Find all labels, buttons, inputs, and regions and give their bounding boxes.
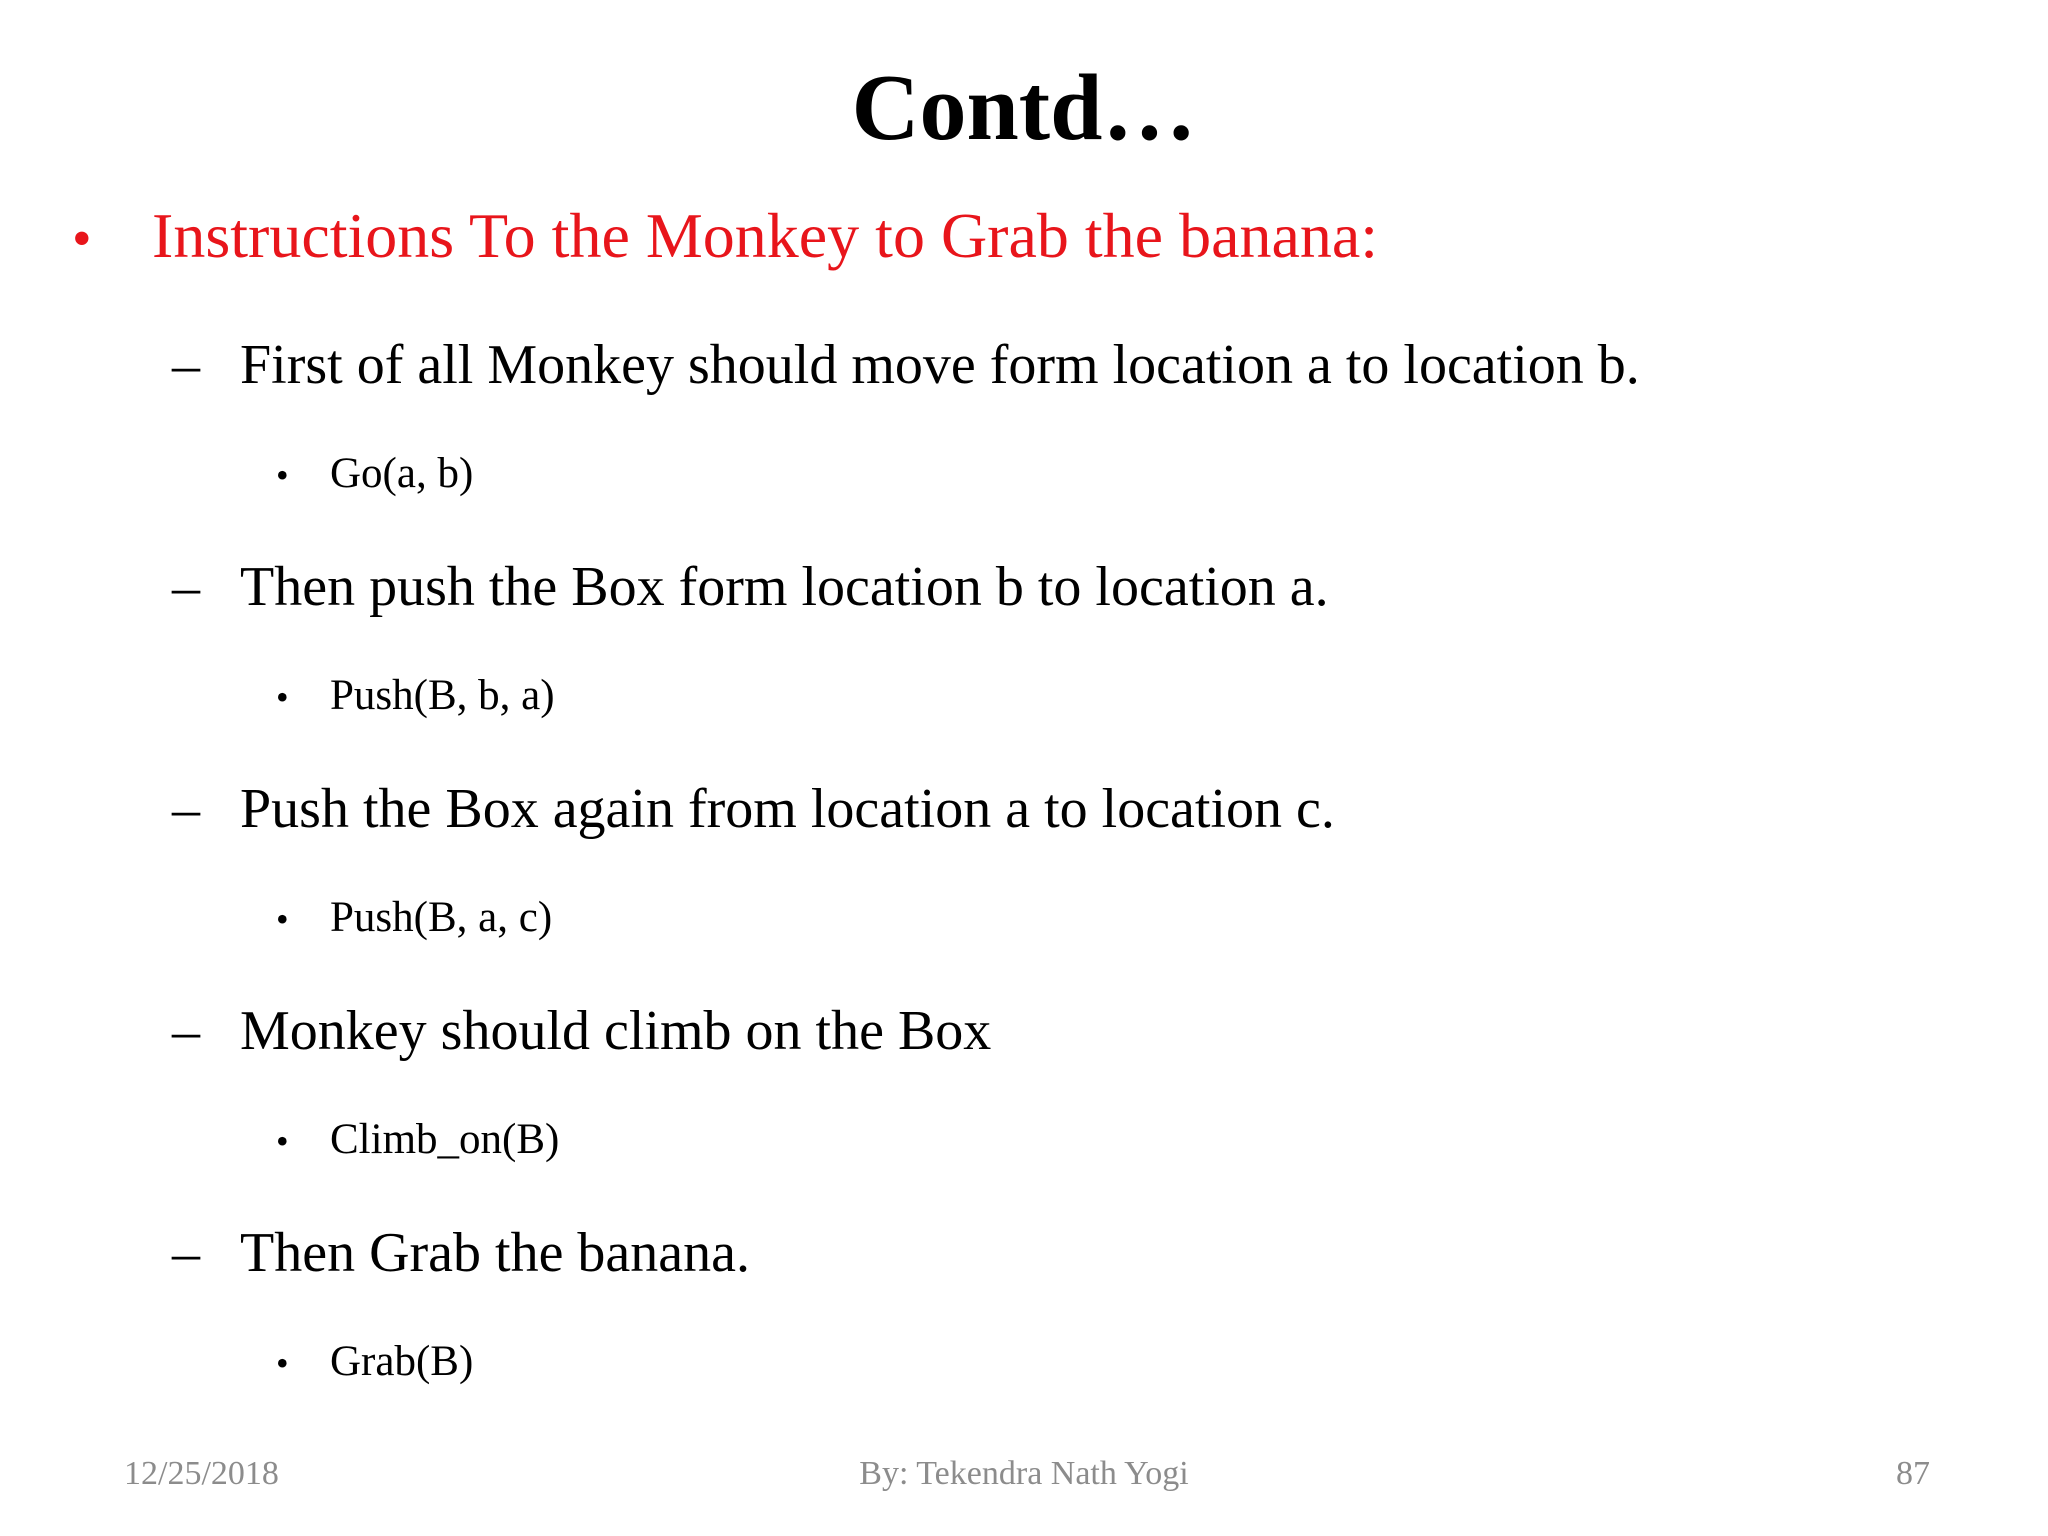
step-instruction: [172, 774, 1335, 844]
main-bullet: [72, 196, 1378, 279]
dash-marker: –: [172, 556, 200, 618]
step-instruction-text: Push the Box again from location a to location c.: [240, 778, 1335, 840]
dot-marker: •: [276, 1343, 289, 1383]
step-instruction: [172, 996, 991, 1066]
step-action-text: Climb_on(B): [330, 1116, 560, 1163]
footer-author: By: Tekendra Nath Yogi: [859, 1455, 1189, 1492]
bullet-marker: •: [72, 208, 92, 270]
step-action: [276, 890, 552, 947]
footer-page-number: 87: [1896, 1455, 1930, 1492]
step-instruction-text: Then push the Box form location b to location a.: [240, 556, 1329, 618]
dash-marker: –: [172, 778, 200, 840]
dot-marker: •: [276, 677, 289, 717]
step-action-text: Grab(B): [330, 1338, 474, 1385]
dash-marker: –: [172, 1000, 200, 1062]
dash-marker: –: [172, 1222, 200, 1284]
dot-marker: •: [276, 1121, 289, 1161]
step-action-text: Go(a, b): [330, 450, 474, 497]
footer-date: 12/25/2018: [124, 1455, 279, 1492]
step-instruction: [172, 552, 1329, 622]
step-action: [276, 1334, 473, 1391]
dot-marker: •: [276, 455, 289, 495]
step-instruction-text: Monkey should climb on the Box: [240, 1000, 992, 1062]
step-action-text: Push(B, a, c): [330, 894, 553, 941]
step-instruction: [172, 1218, 750, 1288]
step-action: [276, 1112, 559, 1169]
step-instruction: [172, 330, 1640, 400]
main-bullet-text: Instructions To the Monkey to Grab the banana:: [152, 200, 1379, 271]
step-instruction-text: Then Grab the banana.: [240, 1222, 750, 1284]
dash-marker: –: [172, 334, 200, 396]
step-action-text: Push(B, b, a): [330, 672, 555, 719]
dot-marker: •: [276, 899, 289, 939]
slide-title: Contd…: [851, 56, 1197, 160]
step-instruction-text: First of all Monkey should move form location a to location b.: [240, 334, 1640, 396]
step-action: [276, 668, 555, 725]
step-action: [276, 446, 473, 503]
